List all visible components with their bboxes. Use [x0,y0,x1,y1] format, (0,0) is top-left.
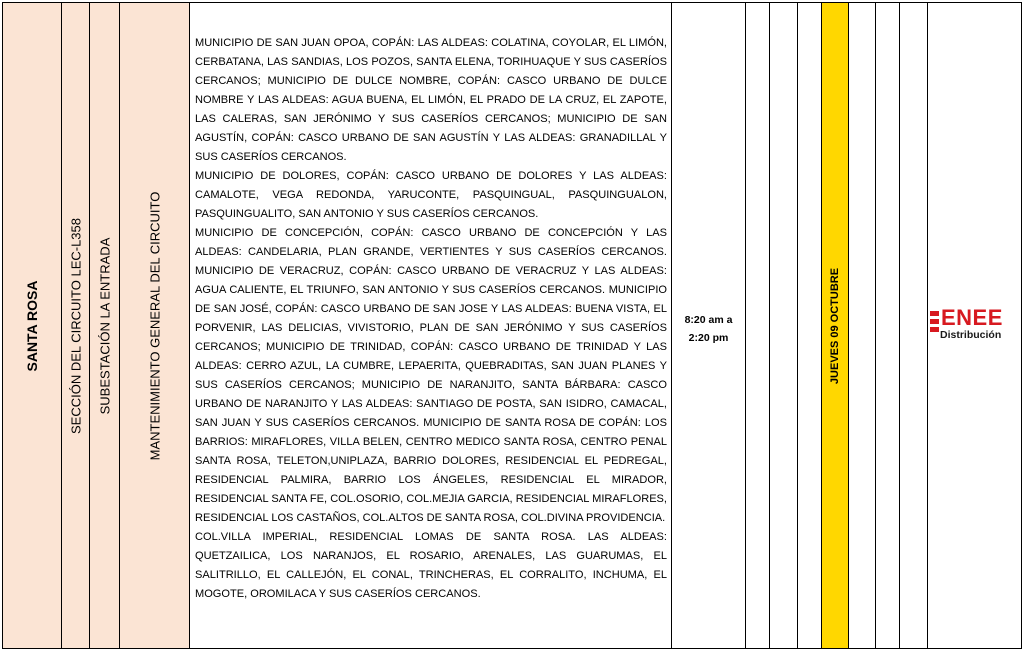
description-paragraph: MUNICIPIO DE CONCEPCIÓN, COPÁN: CASCO URBANO DE CONCEPCIÓN Y LAS ALDEAS: CANDELARIA, PLAN GRANDE, VERTIENTES Y SUS CASERÍOS CERCANOS. MUNICIPIO DE VERACRUZ, COPÁN: CASCO URBANO DE VERACRUZ Y LAS ALDEAS: AGUA CALIENTE, EL TRIUNFO, SAN ANTONIO Y SUS CASERÍOS CERCANOS. MUNICIPIO DE SAN JOSÉ, COPÁN: CASCO URBANO DE SAN JOSE Y LAS ALDEAS: BUENA VISTA, EL PORVENIR, LAS DELICIAS, VIVISTORIO, PLAN DE SAN JERÓNIMO Y SUS CASERÍOS CERCANOS; MUNICIPIO DE TRINIDAD, COPÁN: CASCO URBANO DE TRINIDAD Y LAS ALDEAS: CERRO AZUL, LA CUMBRE, LEPAERITA, QUEBRADITAS, SAN JUAN PLANES Y SUS CASERÍOS CERCANOS; MUNICIPIO DE NARANJITO, SANTA BÁRBARA: CASCO URBANO DE NARANJITO Y LAS ALDEAS: SANTIAGO DE POSTA, SAN ISIDRO, CAMACAL, SAN JUAN Y SUS CASERÍOS CERCANOS. MUNICIPIO DE SANTA ROSA DE COPÁN: LOS BARRIOS: MIRAFLORES, VILLA BELEN, CENTRO MEDICO SANTA ROSA, CENTRO PENAL SANTA ROSA, TELETON,UNIPLAZA, BARRIO DOLORES, RESIDENCIAL EL PEDREGAL, RESIDENCIAL PALMIRA, BARRIO LOS ÁNGELES, RESIDENCIAL EL MIRADOR, RESIDENCIAL SANTA FE, COL.OSORIO, COL.MEJIA GARCIA, RESIDENCIAL MIRAFLORES, RESIDENCIAL LOS CASTAÑOS, COL.ALTOS DE SANTA ROSA, COL.DIVINA PROVIDENCIA. [195,227,667,524]
empty-cell [798,2,822,649]
work-cell [120,2,190,649]
enee-logo [928,305,1023,348]
description-cell [190,2,672,649]
logo-brand: ENEE [941,305,1003,330]
empty-cell [900,2,928,649]
time-cell [672,2,746,649]
section-label: SECCIÓN DEL CIRCUITO LEC-L358 [68,217,83,434]
date-label: JUEVES 09 OCTUBRE [829,267,841,384]
time-end: 2:20 pm [688,332,729,344]
enee-mark-icon [930,311,940,333]
section-cell [62,2,90,649]
date-cell [822,2,849,649]
empty-cell [849,2,876,649]
affected-areas-text [195,34,667,604]
work-label: MANTENIMIENTO GENERAL DEL CIRCUITO [147,191,162,460]
substation-cell [90,2,120,649]
city-cell [2,2,62,649]
empty-cell [746,2,770,649]
time-start: 8:20 am a [684,314,733,326]
logo-subtitle: Distribución [940,329,1002,341]
description-paragraph: MUNICIPIO DE SAN JUAN OPOA, COPÁN: LAS ALDEAS: COLATINA, COYOLAR, EL LIMÓN, CERBATANA, LAS SANDIAS, LOS POZOS, SANTA ELENA, TORIHUAQUE Y SUS CASERÍOS CERCANOS; MUNICIPIO DE DULCE NOMBRE, COPÁN: CASCO URBANO DE DULCE NOMBRE Y LAS ALDEAS: AGUA BUENA, EL LIMÓN, EL PRADO DE LA CRUZ, EL ZAPOTE, LAS CALERAS, SAN JERÓNIMO Y SUS CASERÍOS CERCANOS; MUNICIPIO DE SAN AGUSTÍN, COPÁN: CASCO URBANO DE SAN AGUSTÍN Y LAS ALDEAS: GRANADILLAL Y SUS CASERÍOS CERCANOS. [195,37,667,163]
substation-label: SUBESTACIÓN LA ENTRADA [97,237,112,414]
description-paragraph: COL.VILLA IMPERIAL, RESIDENCIAL LOMAS DE SANTA ROSA. LAS ALDEAS: QUETZAILICA, LOS NARANJOS, EL ROSARIO, ARENALES, LAS GUARUMAS, EL SALITRILLO, EL CALLEJÓN, EL CONAL, TRINCHERAS, EL CORRALITO, INCHUMA, EL MOGOTE, OROMILACA Y SUS CASERÍOS CERCANOS. [195,531,667,600]
empty-cell [876,2,900,649]
logo-cell [928,2,1022,649]
empty-cell [770,2,798,649]
description-paragraph: MUNICIPIO DE DOLORES, COPÁN: CASCO URBANO DE DOLORES Y LAS ALDEAS: CAMALOTE, VEGA REDONDA, YARUCONTE, PASQUINGUAL, PASQUINGUALON, PASQUINGUALITO, SAN ANTONIO Y SUS CASERÍOS CERCANOS. [195,170,667,220]
city-label: SANTA ROSA [24,280,40,371]
time-range [672,311,745,347]
